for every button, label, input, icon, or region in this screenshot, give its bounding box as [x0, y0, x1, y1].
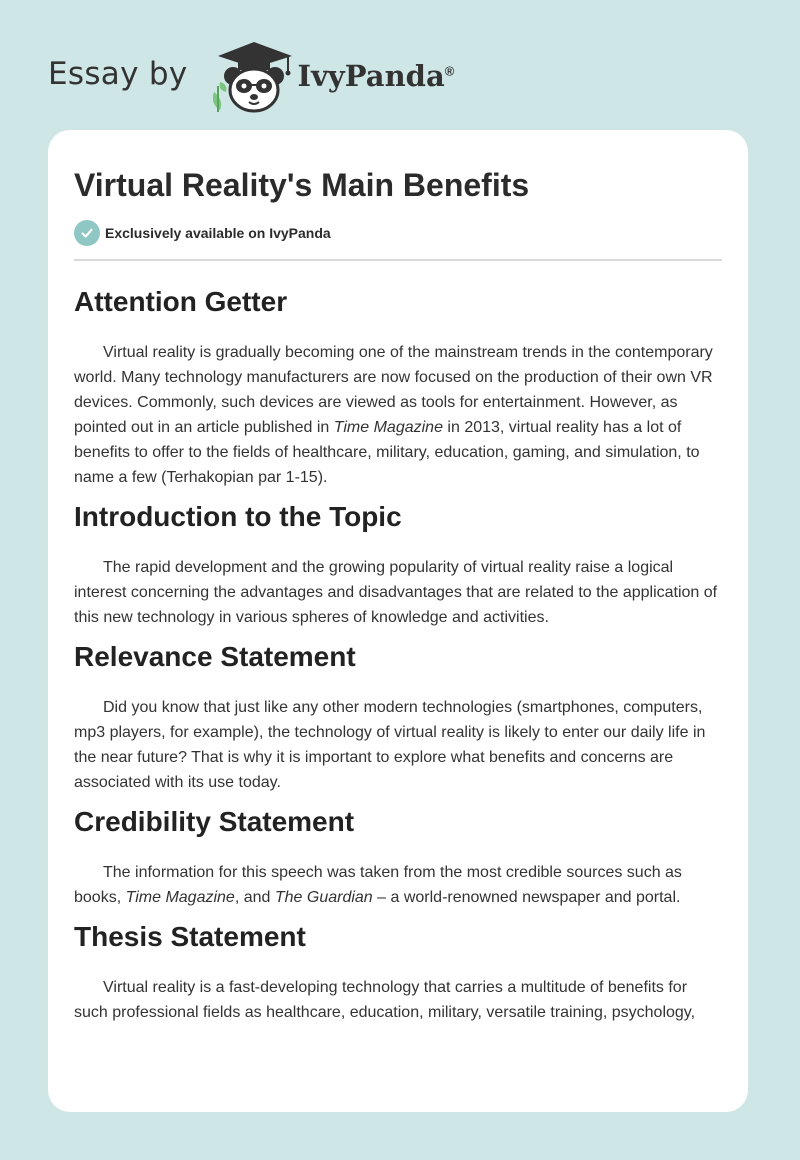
divider — [74, 259, 722, 261]
brand-prefix: Essay by — [48, 56, 188, 92]
section-text-attention-getter: Virtual reality is gradually becoming one of the mainstream trends in the contemporary world. Many technology manufacturers are now focused on the production of their own VR devices. Commonly, such devices are viewed as tools for entertainment. However, as pointed out in an article published in Time Magazine in 2013, virtual reality has a lot of benefits to offer to the fields of healthcare, military, education, gaming, and simulation, to name a few (Terhakopian par 1-15). — [74, 344, 713, 486]
citation-title: The Guardian — [274, 889, 373, 906]
section-text-thesis: Virtual reality is a fast-developing technology that carries a multitude of benefits for such professional fields as healthcare, education, military, versatile training, psychology, — [74, 979, 696, 1021]
section-heading-thesis: Thesis Statement — [74, 921, 306, 952]
panda-graduate-logo-icon — [206, 34, 296, 114]
check-circle-icon — [74, 220, 100, 246]
badge-label: Exclusively available on IvyPanda — [105, 225, 331, 241]
page-title: Virtual Reality's Main Benefits — [74, 167, 530, 203]
essay-card — [48, 130, 748, 1112]
citation-title: Time Magazine — [333, 419, 443, 436]
citation-title: Time Magazine — [125, 889, 235, 906]
exclusive-badge — [74, 220, 722, 246]
section-heading-attention-getter: Attention Getter — [74, 286, 288, 317]
section-text-credibility: The information for this speech was taken from the most credible sources such as books, Time Magazine, and The Guardian – a world-renowned newspaper and portal. — [74, 864, 682, 906]
section-text-relevance: Did you know that just like any other modern technologies (smartphones, computers, mp3 players, for example), the technology of virtual reality is likely to enter our daily life in the near future? That is why it is important to explore what benefits and concerns are associated with its use today. — [74, 699, 706, 791]
section-heading-introduction: Introduction to the Topic — [74, 501, 402, 532]
brand-name: IvyPanda® — [297, 59, 455, 93]
brand-header — [48, 34, 454, 114]
section-heading-relevance: Relevance Statement — [74, 641, 356, 672]
section-heading-credibility: Credibility Statement — [74, 806, 355, 837]
section-text-introduction: The rapid development and the growing popularity of virtual reality raise a logical interest concerning the advantages and disadvantages that are related to the application of this new technology in various spheres of knowledge and activities. — [74, 559, 718, 626]
